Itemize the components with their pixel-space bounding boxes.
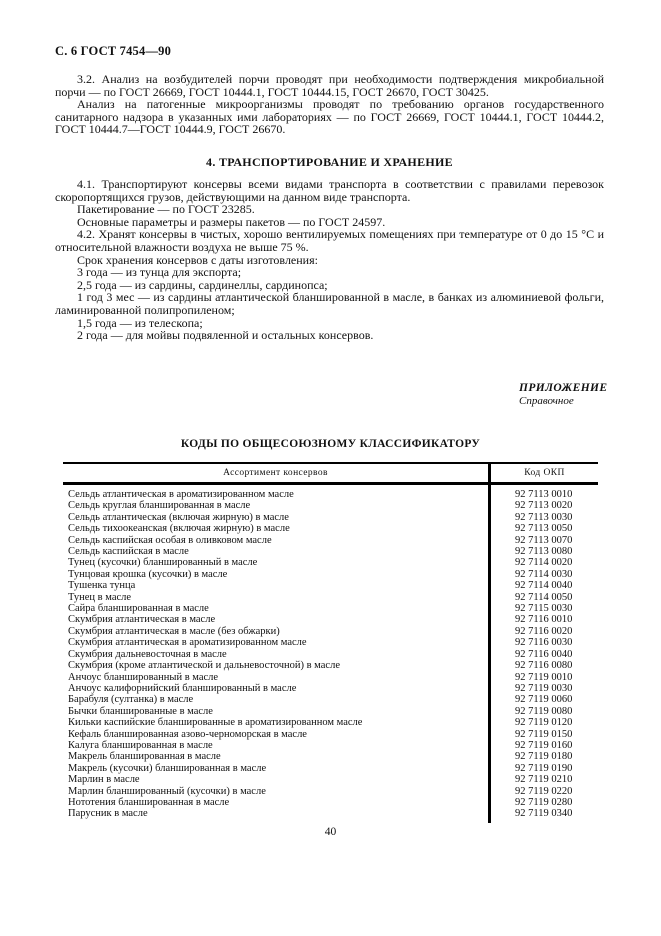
assortment-cell: Сельдь каспийская в масле: [68, 546, 189, 558]
okp-code-cell: 92 7113 0020: [488, 500, 598, 511]
table-row: [63, 626, 598, 637]
paragraph: 4.1. Транспортируют консервы всеми видами транспорта в соответствии с правилами перевозок скоропортящихся грузов, действующими на данном виде транспорта.: [55, 177, 604, 204]
assortment-cell: Скумбрия атлантическая в масле: [68, 614, 216, 626]
okp-code-cell: 92 7119 0010: [488, 672, 598, 683]
okp-code-cell: 92 7114 0050: [488, 592, 598, 603]
table-row: [63, 740, 598, 751]
paragraph: Основные параметры и размеры пакетов — по ГОСТ 24597.: [77, 214, 386, 229]
assortment-cell: Марлин бланшированный (кусочки) в масле: [68, 785, 266, 797]
assortment-cell: Парусник в масле: [68, 808, 148, 820]
table-header-okp-code: Код ОКП: [488, 464, 598, 482]
paragraph: 2 года — для мойвы подвяленной и остальных консервов.: [77, 328, 374, 343]
paragraph: 1 год 3 мес — из сардины атлантической бланшированной в масле, в банках из алюминиевой фольги, ламинированной полипропиленом;: [55, 290, 604, 317]
paragraph: 3.2. Анализ на возбудителей порчи проводят при необходимости подтверждения микробиальной порчи — по ГОСТ 26669, ГОСТ 10444.1, ГОСТ 10444.15, ГОСТ 26670, ГОСТ 30425.: [55, 72, 604, 99]
appendix-sublabel: Справочное: [519, 395, 574, 407]
table-row: [63, 557, 598, 568]
assortment-cell: Калуга бланшированная в масле: [68, 739, 213, 751]
okp-code-cell: 92 7119 0030: [488, 683, 598, 694]
assortment-cell: Нототения бланшированная в масле: [68, 796, 230, 808]
okp-code-cell: 92 7119 0220: [488, 786, 598, 797]
okp-code-cell: 92 7119 0160: [488, 740, 598, 751]
table-row: [63, 485, 598, 500]
table-row: [63, 660, 598, 671]
okp-code-cell: 92 7114 0020: [488, 557, 598, 568]
table-header-row: [63, 462, 598, 485]
table-row: [63, 500, 598, 511]
table-row: [63, 786, 598, 797]
assortment-cell: Скумбрия атлантическая в ароматизированном масле: [68, 637, 307, 649]
assortment-cell: Барабуля (султанка) в масле: [68, 694, 194, 706]
okp-code-cell: 92 7114 0030: [488, 569, 598, 580]
table-row: [63, 592, 598, 603]
table-row: [63, 797, 598, 808]
assortment-cell: Анчоус бланшированный в масле: [68, 671, 219, 683]
table-row: [63, 763, 598, 774]
assortment-cell: Тунец в масле: [68, 591, 132, 603]
table-row: [63, 523, 598, 534]
assortment-cell: Скумбрия (кроме атлантической и дальневосточной) в масле: [68, 660, 340, 672]
assortment-cell: Сельдь атлантическая в ароматизированном масле: [68, 489, 294, 500]
table-row: [63, 672, 598, 683]
okp-code-cell: 92 7113 0080: [488, 546, 598, 557]
assortment-cell: Макрель (кусочки) бланшированная в масле: [68, 762, 267, 774]
assortment-cell: Тунцовая крошка (кусочки) в масле: [68, 568, 228, 580]
assortment-cell: Бычки бланшированные в масле: [68, 705, 213, 717]
okp-code-cell: 92 7113 0070: [488, 535, 598, 546]
assortment-cell: Тунец (кусочки) бланшированный в масле: [68, 557, 258, 569]
paragraph: 1,5 года — из телескопа;: [77, 315, 203, 330]
assortment-cell: Марлин в масле: [68, 774, 140, 786]
okp-code-cell: 92 7119 0080: [488, 706, 598, 717]
table-row: [63, 751, 598, 762]
page-number: 40: [324, 826, 337, 838]
table-body: [63, 485, 598, 823]
okp-codes-table: [63, 462, 598, 823]
table-row: [63, 614, 598, 625]
okp-code-cell: 92 7119 0150: [488, 729, 598, 740]
okp-code-cell: 92 7119 0190: [488, 763, 598, 774]
table-row: [63, 603, 598, 614]
assortment-cell: Сельдь каспийская особая в оливковом масле: [68, 534, 272, 546]
assortment-cell: Макрель бланшированная в масле: [68, 751, 221, 763]
assortment-cell: Скумбрия дальневосточная в масле: [68, 648, 227, 660]
section-4-title: 4. ТРАНСПОРТИРОВАНИЕ И ХРАНЕНИЕ: [206, 155, 453, 169]
okp-code-cell: 92 7113 0050: [488, 523, 598, 534]
okp-code-cell: 92 7116 0020: [488, 626, 598, 637]
okp-code-cell: 92 7119 0210: [488, 774, 598, 785]
assortment-cell: Сельдь тихоокеанская (включая жирную) в масле: [68, 523, 290, 535]
table-row: [63, 535, 598, 546]
paragraph: Срок хранения консервов с даты изготовления:: [77, 252, 318, 267]
assortment-cell: Скумбрия атлантическая в масле (без обжарки): [68, 625, 280, 637]
okp-code-cell: 92 7113 0010: [488, 485, 598, 500]
okp-code-cell: 92 7119 0060: [488, 694, 598, 705]
okp-code-cell: 92 7113 0030: [488, 512, 598, 523]
paragraph: 4.2. Хранят консервы в чистых, хорошо вентилируемых помещениях при температуре от 0 до 15 °С и относительной влажности воздуха не выше 75 %.: [55, 227, 604, 254]
table-row: [63, 512, 598, 523]
assortment-cell: Сайра бланшированная в масле: [68, 603, 209, 615]
assortment-cell: Сельдь круглая бланшированная в масле: [68, 500, 251, 512]
paragraph: 3 года — из тунца для экспорта;: [77, 265, 242, 280]
paragraph: Анализ на патогенные микроорганизмы проводят по требованию органов государственного санитарного надзора в указанных ими лабораториях — по ГОСТ 26669, ГОСТ 10444.1, ГОСТ 10444.2, ГОСТ 10444.7—ГОСТ 10444.9, ГОСТ 26670.: [55, 97, 604, 137]
assortment-cell: Анчоус калифорнийский бланшированный в масле: [68, 682, 297, 694]
table-row: [63, 729, 598, 740]
table-row: [63, 683, 598, 694]
assortment-cell: Сельдь атлантическая (включая жирную) в масле: [68, 511, 289, 523]
okp-code-cell: 92 7115 0030: [488, 603, 598, 614]
table-row: [63, 637, 598, 648]
okp-code-cell: 92 7119 0180: [488, 751, 598, 762]
assortment-cell: Кильки каспийские бланшированные в ароматизированном масле: [68, 717, 363, 729]
paragraph: 2,5 года — из сардины, сардинеллы, сардинопса;: [77, 277, 328, 292]
okp-code-cell: 92 7116 0010: [488, 614, 598, 625]
running-header: С. 6 ГОСТ 7454—90: [55, 44, 172, 58]
okp-code-cell: 92 7114 0040: [488, 580, 598, 591]
appendix-label-block: [519, 382, 607, 408]
table-row: [63, 580, 598, 591]
assortment-cell: Кефаль бланшированная азово-черноморская в масле: [68, 728, 307, 740]
codes-table-title: КОДЫ ПО ОБЩЕСОЮЗНОМУ КЛАССИФИКАТОРУ: [180, 438, 481, 450]
table-row: [63, 546, 598, 557]
table-row: [63, 717, 598, 728]
table-row: [63, 694, 598, 705]
okp-code-cell: 92 7119 0120: [488, 717, 598, 728]
section-3-paragraphs: [55, 73, 604, 136]
section-4-paragraphs: [55, 178, 604, 342]
table-row: [63, 649, 598, 660]
okp-code-cell: 92 7116 0040: [488, 649, 598, 660]
okp-code-cell: 92 7116 0030: [488, 637, 598, 648]
okp-code-cell: 92 7119 0280: [488, 797, 598, 808]
appendix-label: ПРИЛОЖЕНИЕ: [519, 382, 608, 394]
table-row: [63, 569, 598, 580]
table-row: [63, 808, 598, 822]
table-header-assortment: Ассортимент консервов: [223, 468, 328, 478]
assortment-cell: Тушенка тунца: [68, 580, 136, 592]
paragraph: Пакетирование — по ГОСТ 23285.: [77, 202, 255, 217]
table-row: [63, 774, 598, 785]
okp-code-cell: 92 7116 0080: [488, 660, 598, 671]
okp-code-cell: 92 7119 0340: [488, 808, 598, 822]
table-row: [63, 706, 598, 717]
